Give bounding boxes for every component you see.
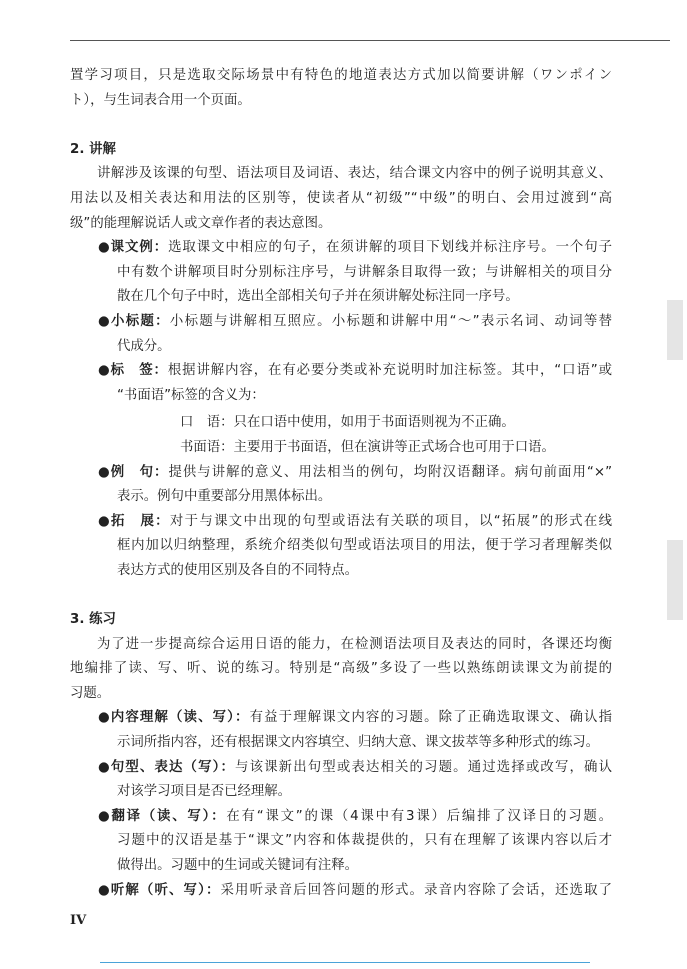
bullet-label: 拓 展： [111, 513, 170, 529]
bullet-label: 课文例： [110, 240, 169, 256]
bullet-item: ●翻译（读、写）：在有“课文”的课（4课中有3课）后编排了汉译日的习题。 [98, 808, 612, 824]
bullet-line: 表示。例句中重要部分用黑体标出。 [117, 489, 332, 505]
page-number: IV [70, 913, 87, 928]
bullet-label: 听解（听、写）： [110, 882, 221, 898]
intro-line: ト），与生词表合用一个页面。 [70, 92, 251, 108]
bullet-line: 示词所指内容，还有根据课文内容填空、归纳大意、课文拔萃等多种形式的练习。 [117, 735, 600, 751]
bullet-item: ●拓 展：对于与课文中出现的句型或语法有关联的项目，以“拓展”的形式在线 [98, 513, 613, 529]
bullet-item: ●听解（听、写）：采用听录音后回答问题的形式。录音内容除了会话，还选取了 [98, 882, 613, 898]
scan-edge-mark [667, 300, 683, 360]
page-body [70, 64, 612, 903]
bullet-label: 句型、表达（写）： [110, 759, 236, 775]
bullet-item: ●内容理解（读、写）：有益于理解课文内容的习题。除了正确选取课文、确认指 [98, 710, 612, 726]
bullet-line: 代成分。 [117, 338, 171, 354]
bullet-item: ●课文例：选取课文中相应的句子，在须讲解的项目下划线并标注序号。一个句子 [98, 240, 613, 256]
bullet-item: ●例 句：提供与讲解的意义、用法相当的例句，均附汉语翻译。病句前面用“×” [98, 464, 613, 480]
bullet-item: ●标 签：根据讲解内容，在有必要分类或补充说明时加注标签。其中，“口语”或 [98, 363, 613, 379]
bullet-label: 内容理解（读、写）： [110, 710, 250, 726]
bullet-line: 框内加以归纳整理，系统介绍类似句型或语法项目的用法，便于学习者理解类似 [117, 538, 612, 554]
bullet-label: 例 句： [110, 464, 169, 480]
scan-edge-mark [667, 540, 683, 620]
para-line: 用法以及相关表达和用法的区别等，使读者从“初级”“中级”的明白、会用过渡到“高 [70, 190, 612, 206]
bullet-item: ●小标题：小标题与讲解相互照应。小标题和讲解中用“～”表示名词、动词等替 [98, 313, 613, 329]
intro-line: 置学习项目，只是选取交际场景中有特色的地道表达方式加以简要讲解（ワンポイン [70, 68, 612, 83]
para-line: 级”的能理解说话人或文章作者的表达意图。 [70, 215, 332, 231]
bullet-label: 翻译（读、写）： [111, 808, 227, 824]
bullet-line: 对该学习项目是否已经理解。 [117, 784, 292, 800]
bottom-blue-line [100, 962, 590, 963]
para-line: 地编排了读、写、听、说的练习。特别是“高级”多设了一些以熟练朗读课文为前提的 [70, 661, 612, 677]
header-rule [70, 40, 670, 41]
sub-line: 书面语：主要用于书面语，但在演讲等正式场合也可用于口语。 [180, 439, 555, 455]
bullet-label: 小标题： [111, 313, 170, 329]
section-heading: 2. 讲解 [70, 141, 116, 157]
bullet-line: 做得出。习题中的生词或关键词有注释。 [117, 858, 359, 873]
bullet-item: ●句型、表达（写）：与该课新出句型或表达相关的习题。通过选择或改写，确认 [98, 759, 612, 775]
para-line: 为了进一步提高综合运用日语的能力，在检测语法项目及表达的同时，各课还均衡 [97, 636, 612, 652]
para-line: 讲解涉及该课的句型、语法项目及词语、表达，结合课文内容中的例子说明其意义、 [97, 166, 612, 182]
para-line: 习题。 [70, 685, 111, 701]
section-heading: 3. 练习 [70, 612, 116, 628]
bullet-line: 中有数个讲解项目时分别标注序号，与讲解条目取得一致；与讲解相关的项目分 [117, 264, 612, 280]
bullet-line: 表达方式的使用区别及各自的不同特点。 [117, 562, 359, 578]
bullet-line: 散在几个句子中时，选出全部相关句子并在须讲解处标注同一序号。 [117, 289, 519, 305]
bullet-line: “书面语”标签的含义为： [117, 387, 265, 403]
sub-line: 口 语：只在口语中使用，如用于书面语则视为不正确。 [180, 415, 515, 431]
bullet-label: 标 签： [110, 363, 168, 379]
bullet-line: 习题中的汉语是基于“课文”内容和体裁提供的，只有在理解了该课内容以后才 [117, 833, 612, 849]
